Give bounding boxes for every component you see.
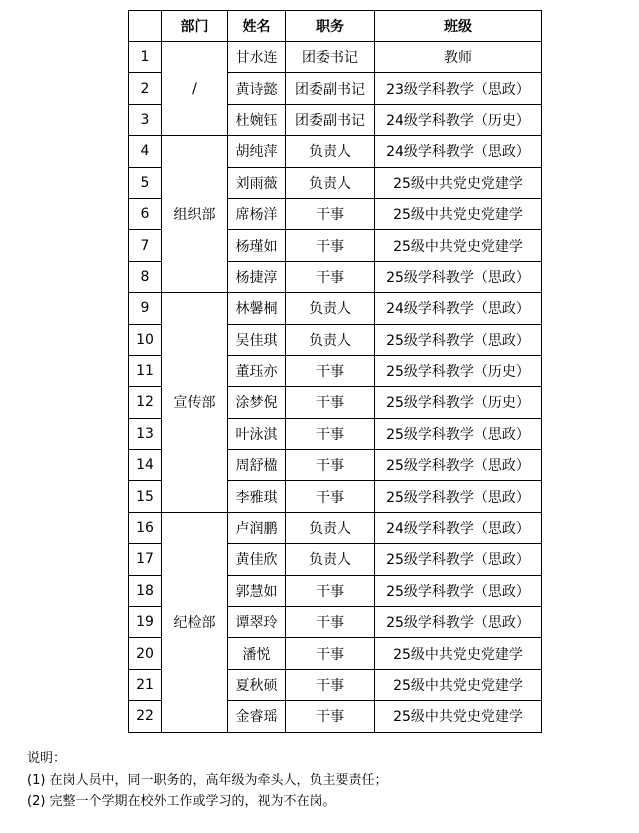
cell-index: 7	[129, 230, 162, 261]
cell-index: 12	[129, 387, 162, 418]
cell-name: 郭慧如	[228, 575, 286, 606]
cell-role: 负责人	[286, 293, 375, 324]
cell-index: 8	[129, 261, 162, 292]
cell-class: 25级学科教学（思政）	[375, 261, 542, 292]
cell-index: 16	[129, 512, 162, 543]
cell-class: 25级学科教学（历史）	[375, 355, 542, 386]
cell-index: 1	[129, 42, 162, 73]
cell-name: 卢润鹏	[228, 512, 286, 543]
cell-name: 胡纯萍	[228, 136, 286, 167]
cell-role: 干事	[286, 669, 375, 700]
cell-index: 13	[129, 418, 162, 449]
table-row	[129, 293, 542, 324]
note-line: (1) 在岗人员中，同一职务的，高年级为牵头人，负主要责任；	[27, 772, 388, 788]
cell-role: 干事	[286, 701, 375, 732]
table-header	[129, 11, 542, 42]
cell-index: 2	[129, 73, 162, 104]
cell-name: 杜婉钰	[228, 104, 286, 135]
cell-name: 杨捷淳	[228, 261, 286, 292]
cell-role: 干事	[286, 607, 375, 638]
cell-name: 叶泳淇	[228, 418, 286, 449]
cell-class: 23级学科教学（思政）	[375, 73, 542, 104]
header-name: 姓名	[228, 11, 286, 42]
cell-role: 负责人	[286, 136, 375, 167]
header-index	[129, 11, 162, 42]
cell-index: 20	[129, 638, 162, 669]
cell-name: 刘雨薇	[228, 167, 286, 198]
roster-table	[128, 10, 542, 733]
header-class: 班级	[375, 11, 542, 42]
cell-role: 干事	[286, 198, 375, 229]
cell-class: 25级学科教学（思政）	[375, 450, 542, 481]
cell-index: 5	[129, 167, 162, 198]
cell-name: 周舒楹	[228, 450, 286, 481]
header-department: 部门	[162, 11, 228, 42]
cell-department: 纪检部	[162, 512, 228, 732]
cell-role: 负责人	[286, 167, 375, 198]
cell-name: 杨瑾如	[228, 230, 286, 261]
cell-role: 负责人	[286, 544, 375, 575]
cell-index: 19	[129, 607, 162, 638]
cell-index: 18	[129, 575, 162, 606]
cell-index: 10	[129, 324, 162, 355]
cell-name: 潘悦	[228, 638, 286, 669]
cell-class: 25级学科教学（思政）	[375, 575, 542, 606]
table-body	[129, 42, 542, 733]
cell-name: 李雅琪	[228, 481, 286, 512]
cell-class: 教师	[375, 42, 542, 73]
cell-index: 22	[129, 701, 162, 732]
table-row	[129, 42, 542, 73]
cell-department: 宣传部	[162, 293, 228, 513]
cell-index: 21	[129, 669, 162, 700]
note-line: (2) 完整一个学期在校外工作或学习的，视为不在岗。	[27, 794, 336, 809]
header-row	[129, 11, 542, 42]
cell-name: 董珏亦	[228, 355, 286, 386]
cell-class: 24级学科教学（思政）	[375, 512, 542, 543]
cell-class: 25级学科教学（思政）	[375, 481, 542, 512]
cell-role: 负责人	[286, 512, 375, 543]
cell-class: 24级学科教学（思政）	[375, 136, 542, 167]
cell-role: 干事	[286, 575, 375, 606]
cell-name: 黄诗懿	[228, 73, 286, 104]
cell-class: 24级学科教学（思政）	[375, 293, 542, 324]
cell-department: 组织部	[162, 136, 228, 293]
cell-role: 干事	[286, 481, 375, 512]
header-role: 职务	[286, 11, 375, 42]
cell-role: 干事	[286, 230, 375, 261]
cell-name: 甘水连	[228, 42, 286, 73]
cell-index: 11	[129, 355, 162, 386]
cell-index: 6	[129, 198, 162, 229]
cell-index: 4	[129, 136, 162, 167]
table-row	[129, 512, 542, 543]
cell-index: 17	[129, 544, 162, 575]
cell-role: 干事	[286, 418, 375, 449]
cell-name: 谭翠玲	[228, 607, 286, 638]
cell-class: 25级学科教学（思政）	[375, 324, 542, 355]
cell-class: 24级学科教学（历史）	[375, 104, 542, 135]
cell-class: 25级学科教学（思政）	[375, 607, 542, 638]
cell-role: 团委书记	[286, 42, 375, 73]
cell-name: 金睿瑶	[228, 701, 286, 732]
cell-class: 25级中共党史党建学	[375, 230, 542, 261]
cell-role: 干事	[286, 387, 375, 418]
cell-class: 25级中共党史党建学	[375, 167, 542, 198]
cell-class: 25级学科教学（思政）	[375, 418, 542, 449]
notes	[27, 748, 388, 813]
cell-role: 团委副书记	[286, 104, 375, 135]
cell-department: /	[162, 42, 228, 136]
cell-class: 25级中共党史党建学	[375, 198, 542, 229]
cell-name: 黄佳欣	[228, 544, 286, 575]
notes-title: 说明：	[27, 751, 67, 766]
cell-role: 干事	[286, 355, 375, 386]
cell-index: 9	[129, 293, 162, 324]
table-row	[129, 136, 542, 167]
cell-name: 席杨洋	[228, 198, 286, 229]
cell-class: 25级学科教学（历史）	[375, 387, 542, 418]
cell-name: 夏秋硕	[228, 669, 286, 700]
cell-name: 林馨桐	[228, 293, 286, 324]
cell-class: 25级学科教学（思政）	[375, 544, 542, 575]
cell-name: 涂梦倪	[228, 387, 286, 418]
cell-index: 14	[129, 450, 162, 481]
cell-class: 25级中共党史党建学	[375, 638, 542, 669]
cell-role: 干事	[286, 450, 375, 481]
cell-role: 干事	[286, 261, 375, 292]
cell-class: 25级中共党史党建学	[375, 701, 542, 732]
cell-name: 吴佳琪	[228, 324, 286, 355]
cell-class: 25级中共党史党建学	[375, 669, 542, 700]
cell-role: 负责人	[286, 324, 375, 355]
cell-index: 3	[129, 104, 162, 135]
cell-index: 15	[129, 481, 162, 512]
cell-role: 干事	[286, 638, 375, 669]
cell-role: 团委副书记	[286, 73, 375, 104]
